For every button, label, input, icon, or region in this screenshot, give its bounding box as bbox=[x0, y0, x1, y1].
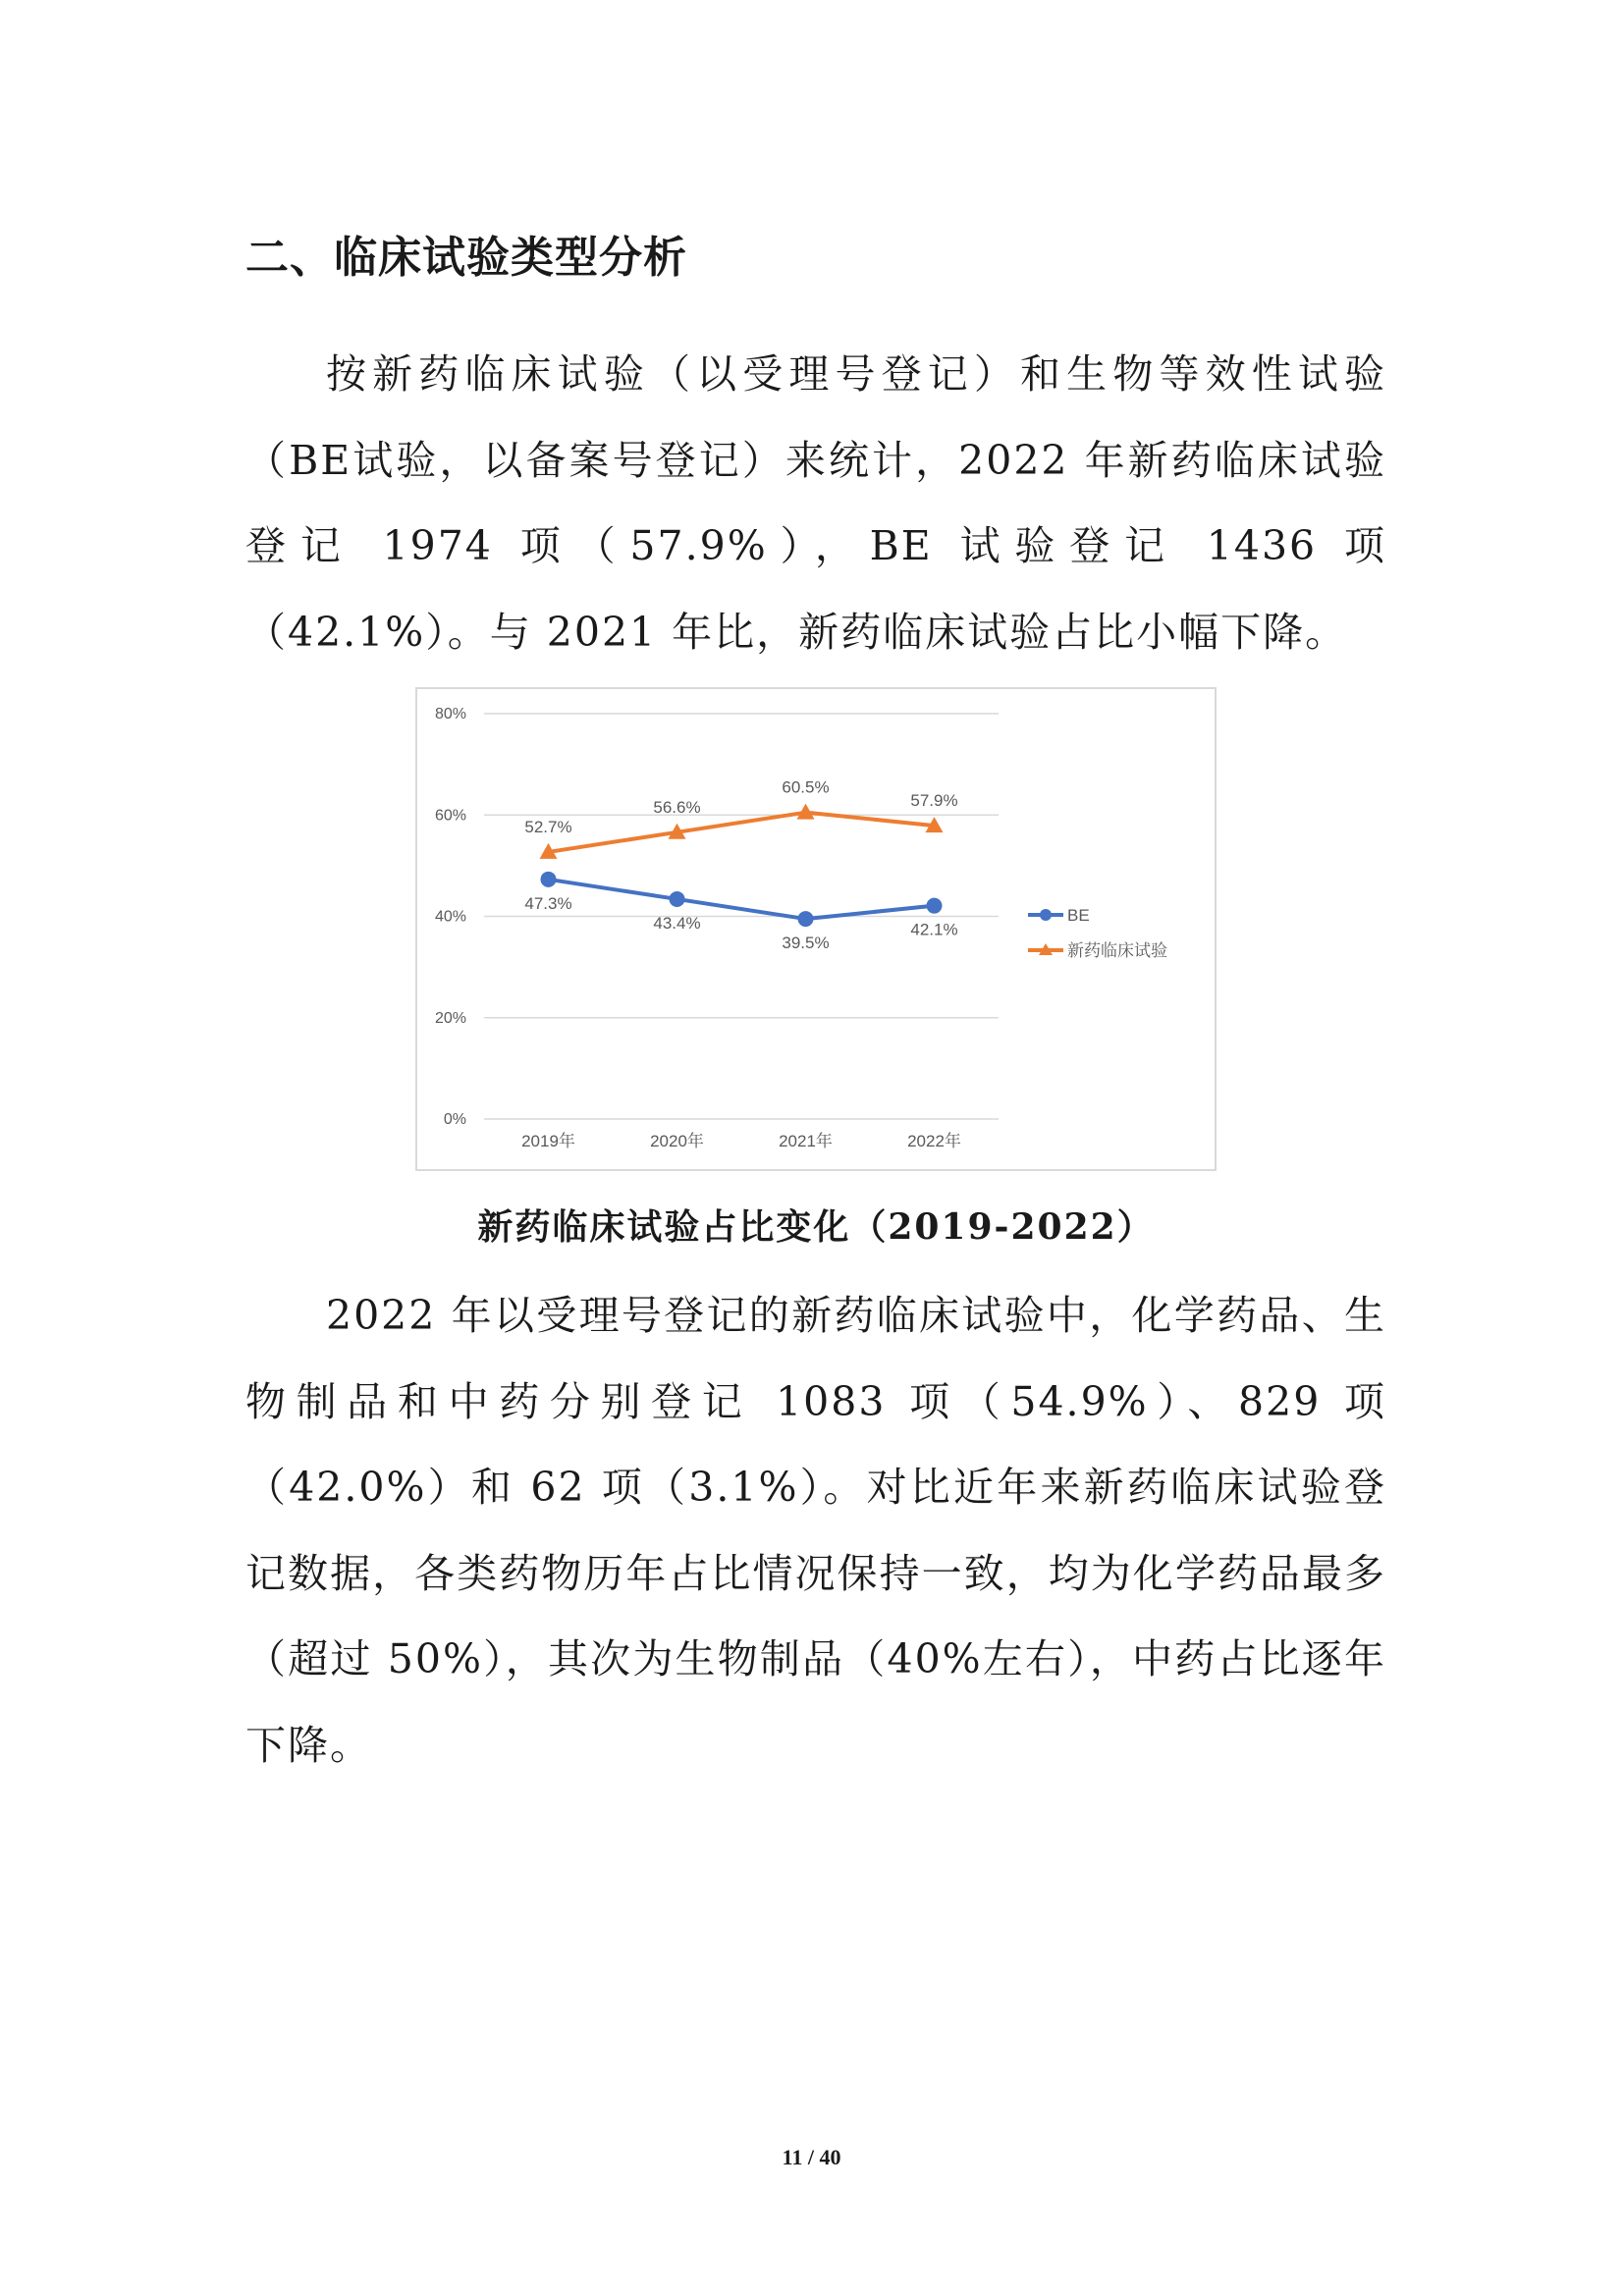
section-heading: 二、临床试验类型分析 bbox=[245, 233, 687, 283]
data-label: 60.5% bbox=[782, 777, 830, 797]
data-label: 52.7% bbox=[524, 817, 572, 836]
legend-label: BE bbox=[1067, 906, 1090, 925]
data-label: 42.1% bbox=[910, 920, 958, 939]
data-label: 47.3% bbox=[524, 893, 572, 913]
data-label: 56.6% bbox=[653, 797, 701, 817]
y-tick-label: 80% bbox=[434, 706, 466, 722]
y-tick-label: 0% bbox=[443, 1111, 466, 1128]
legend-marker bbox=[1040, 909, 1052, 921]
legend-label: 新药临床试验 bbox=[1067, 941, 1167, 960]
data-point bbox=[927, 898, 943, 914]
line-chart bbox=[415, 687, 1217, 1171]
data-label: 57.9% bbox=[910, 791, 958, 811]
data-point bbox=[670, 891, 685, 907]
chart-caption: 新药临床试验占比变化（2019-2022） bbox=[477, 1206, 1155, 1248]
data-point bbox=[541, 872, 557, 887]
x-tick-label: 2020年 bbox=[650, 1132, 704, 1150]
series-line bbox=[549, 880, 935, 919]
data-label: 39.5% bbox=[782, 934, 830, 953]
x-tick-label: 2019年 bbox=[521, 1132, 575, 1150]
y-tick-label: 60% bbox=[434, 807, 466, 825]
x-tick-label: 2021年 bbox=[779, 1132, 833, 1150]
data-label: 43.4% bbox=[653, 913, 701, 933]
y-tick-label: 40% bbox=[434, 908, 466, 926]
data-point bbox=[798, 911, 814, 927]
x-tick-label: 2022年 bbox=[907, 1132, 961, 1150]
intro-paragraph: 按新药临床试验（以受理号登记）和生物等效性试验（BE试验，以备案号登记）来统计，2022 年新药临床试验登记 1974 项（57.9%），BE 试验登记 1436 项（42.1%）。与 2021 年比，新药临床试验占比小幅下降。 bbox=[245, 350, 1386, 656]
series-line bbox=[549, 813, 935, 852]
page-number: 11 / 40 bbox=[782, 2145, 841, 2169]
detail-paragraph: 2022 年以受理号登记的新药临床试验中，化学药品、生物制品和中药分别登记 1083 项（54.9%）、829 项（42.0%）和 62 项（3.1%）。对比近年来新药临床试验登记数据，各类药物历年占比情况保持一致，均为化学药品最多（超过 50%），其次为生物制品（40%左右），中药占比逐年下降。 bbox=[245, 1292, 1386, 1769]
y-tick-label: 20% bbox=[434, 1009, 466, 1027]
